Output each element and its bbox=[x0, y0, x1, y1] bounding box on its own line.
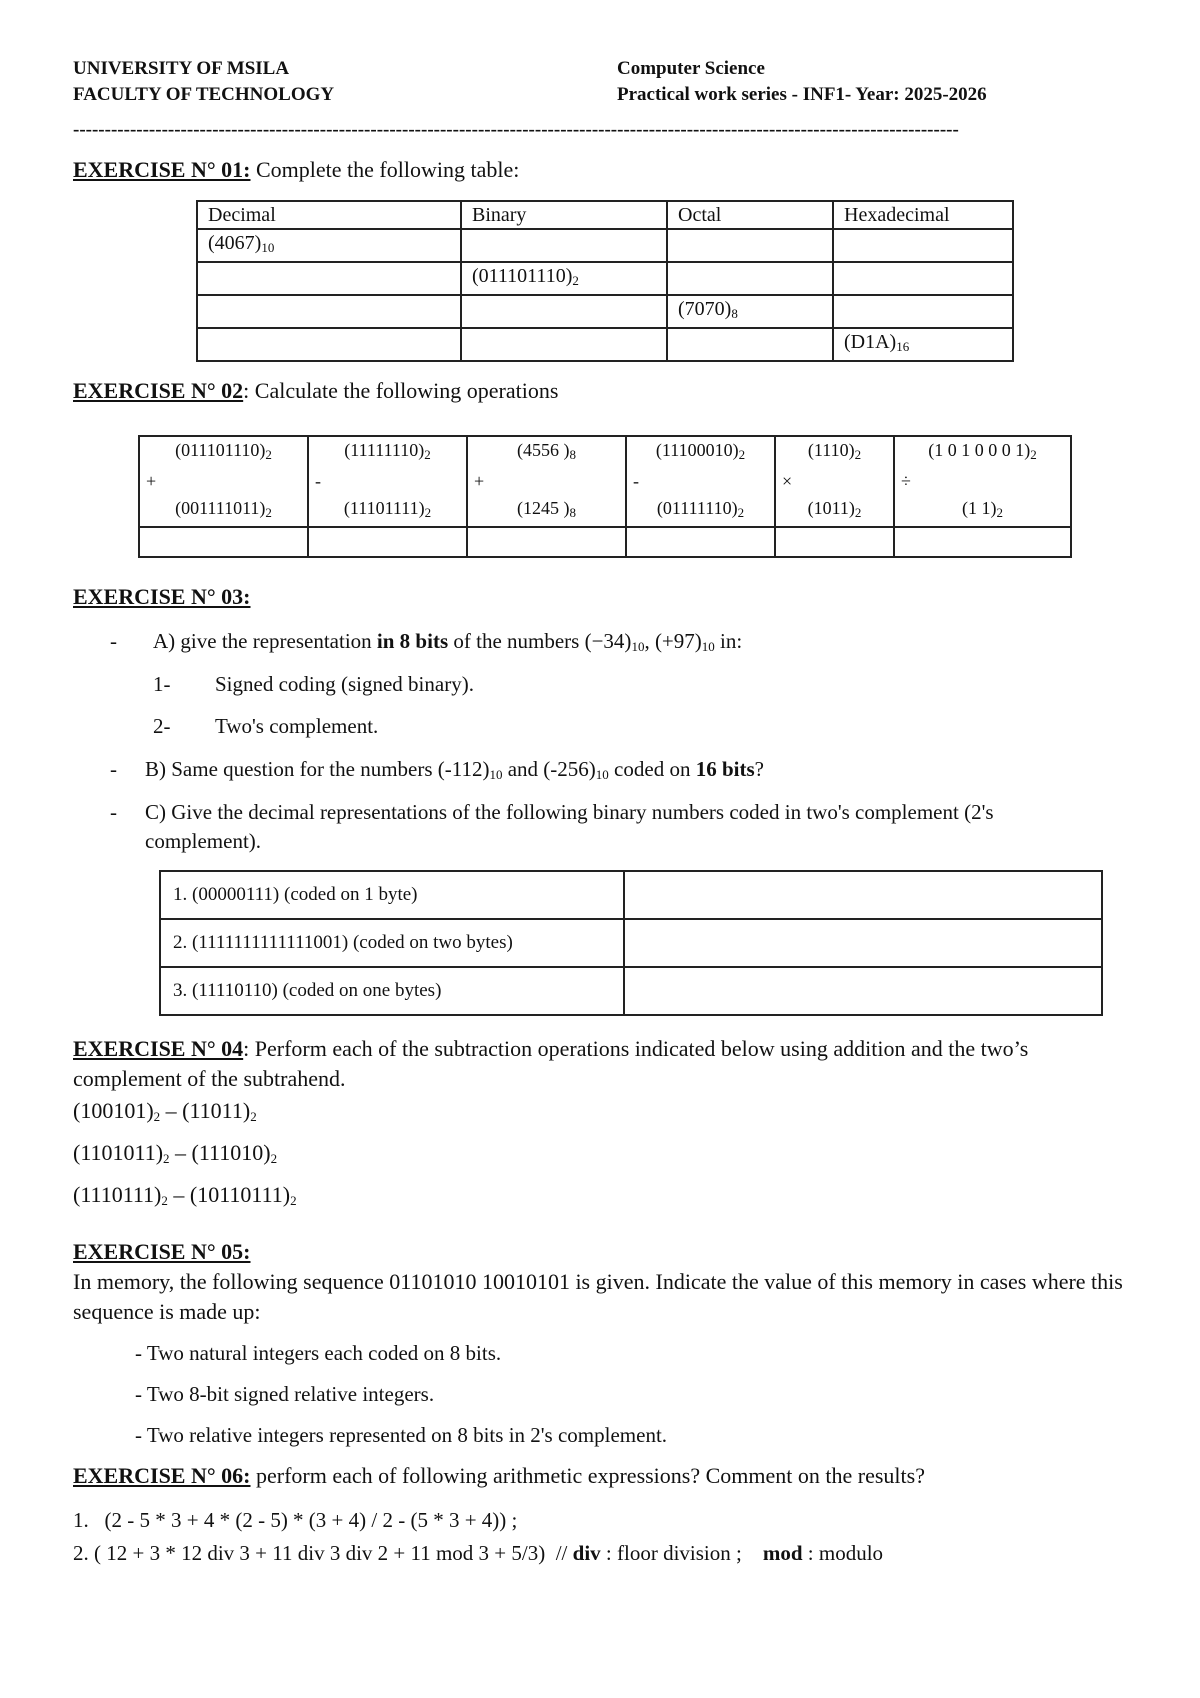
ex2-title: EXERCISE N° 02 bbox=[73, 378, 244, 403]
operation-cell: $(11111110)_2$ - $(11101111)_2$ bbox=[308, 436, 467, 527]
ex3-item-1: 1- Signed coding (signed binary). bbox=[153, 672, 474, 696]
octal-cell: $(7070)_8$ bbox=[667, 295, 833, 328]
result-cell bbox=[894, 527, 1071, 557]
answer-cell bbox=[624, 871, 1102, 919]
answer-cell bbox=[624, 967, 1102, 1015]
ex6-line-2: 2. ( 12 + 3 * 12 div 3 + 11 div 3 div 2 + 11 mod 3 + 5/3) // div : floor division ; mod : modulo bbox=[73, 1541, 884, 1565]
col-header-octal: Octal bbox=[667, 201, 833, 229]
result-cell bbox=[775, 527, 894, 557]
ex3-bullet-b: - bbox=[110, 757, 117, 781]
ex3-bullet-c: - bbox=[110, 800, 117, 824]
answer-cell bbox=[833, 295, 1013, 328]
hex-cell: $(D1A)_{16}$ bbox=[833, 328, 1013, 361]
ex3-part-c: C) Give the decimal representations of the following binary numbers coded in two's complement (2's complement). bbox=[145, 800, 994, 853]
ex4-line-3: $(1110111)_2 - (10110111)_2$ bbox=[73, 1182, 297, 1208]
answer-cell bbox=[197, 295, 461, 328]
ex4-line-1: $(100101)_2 - (11011)_2$ bbox=[73, 1098, 257, 1124]
col-header-hexadecimal: Hexadecimal bbox=[833, 201, 1013, 229]
operation-cell: (1 0 1 0 0 0 $1)_2$ ÷ (1 $1)_2$ bbox=[894, 436, 1071, 527]
answer-cell bbox=[667, 229, 833, 262]
result-cell bbox=[467, 527, 626, 557]
ex1-heading bbox=[73, 155, 519, 185]
ex3-bullet-a: - bbox=[110, 629, 117, 653]
ex1-title: EXERCISE N° 01: bbox=[73, 157, 251, 182]
ex4-title: EXERCISE N° 04 bbox=[73, 1036, 244, 1061]
answer-cell bbox=[833, 262, 1013, 295]
ex3-item-2: 2- Two's complement. bbox=[153, 714, 379, 738]
university-name: UNIVERSITY OF MSILA bbox=[73, 58, 290, 79]
ex3-part-b: B) Same question for the numbers $(-112)_{10}$ and $(-256)_{10}$ coded on 16 bits? bbox=[145, 757, 764, 782]
ex2-instruction: : Calculate the following operations bbox=[243, 378, 559, 403]
ex3-title: EXERCISE N° 03: bbox=[73, 584, 251, 609]
ex5-item-3: - Two relative integers represented on 8 bits in 2's complement. bbox=[135, 1423, 668, 1447]
series-title: Practical work series - INF1- Year: 2025-2026 bbox=[617, 84, 987, 105]
ex5-title: EXERCISE N° 05: bbox=[73, 1239, 251, 1264]
operation-cell: $(1110)_2$ × $(1011)_2$ bbox=[775, 436, 894, 527]
header-separator: -------------------------------------------------------------------------------------------------------------------------------------------- bbox=[73, 119, 959, 140]
binary-cell: $(011101110)_2$ bbox=[461, 262, 667, 295]
answer-cell bbox=[461, 328, 667, 361]
header-left bbox=[73, 56, 334, 108]
answer-cell bbox=[667, 328, 833, 361]
operation-cell: $(011101110)_2$ + $(001111011)_2$ bbox=[139, 436, 308, 527]
col-header-binary: Binary bbox=[461, 201, 667, 229]
ex4-heading bbox=[73, 1034, 1113, 1094]
ex1-instruction: Complete the following table: bbox=[250, 157, 520, 182]
answer-cell bbox=[461, 229, 667, 262]
ex3-heading bbox=[73, 582, 251, 612]
twos-complement-table bbox=[159, 870, 1103, 1016]
col-header-decimal: Decimal bbox=[197, 201, 461, 229]
answer-cell bbox=[197, 328, 461, 361]
ex4-instruction: : Perform each of the subtraction operations indicated below using addition and the two’s complement of the subtrahend. bbox=[73, 1036, 1029, 1091]
result-cell bbox=[139, 527, 308, 557]
answer-cell bbox=[667, 262, 833, 295]
operation-cell: $(11100010)_2$ - $(01111110)_2$ bbox=[626, 436, 775, 527]
result-cell bbox=[308, 527, 467, 557]
ex4-line-2: $(1101011)_2 - (111010)_2$ bbox=[73, 1140, 278, 1166]
ex6-heading bbox=[73, 1461, 925, 1491]
operations-table bbox=[138, 435, 1072, 558]
ex5-heading bbox=[73, 1237, 251, 1267]
ex2-heading bbox=[73, 376, 558, 406]
binary-number-cell: 3. (11110110) (coded on one bytes) bbox=[160, 967, 624, 1015]
conversion-table bbox=[196, 200, 1014, 362]
ex5-item-2: - Two 8-bit signed relative integers. bbox=[135, 1382, 435, 1406]
answer-cell bbox=[197, 262, 461, 295]
operation-cell: (4556 )$_8$ + (1245 )$_8$ bbox=[467, 436, 626, 527]
answer-cell bbox=[833, 229, 1013, 262]
header-right bbox=[617, 56, 987, 108]
ex5-text: In memory, the following sequence 01101010 10010101 is given. Indicate the value of this memory in cases where this sequence is made up: bbox=[73, 1269, 1123, 1324]
department-name: Computer Science bbox=[617, 58, 765, 79]
ex3-part-a: A) give the representation in 8 bits of the numbers $(-34)_{10}$, $(+97)_{10}$ in: bbox=[153, 629, 743, 654]
binary-number-cell: 2. (1111111111111001) (coded on two bytes) bbox=[160, 919, 624, 967]
ex5-item-1: - Two natural integers each coded on 8 bits. bbox=[135, 1341, 502, 1365]
result-cell bbox=[626, 527, 775, 557]
answer-cell bbox=[461, 295, 667, 328]
binary-number-cell: 1. (00000111) (coded on 1 byte) bbox=[160, 871, 624, 919]
answer-cell bbox=[624, 919, 1102, 967]
ex6-title: EXERCISE N° 06: bbox=[73, 1463, 251, 1488]
ex6-line-1: 1. (2 - 5 * 3 + 4 * (2 - 5) * (3 + 4) / 2 - (5 * 3 + 4)) ; bbox=[73, 1508, 518, 1532]
ex6-instruction: perform each of following arithmetic expressions? Comment on the results? bbox=[250, 1463, 925, 1488]
decimal-cell: $(4067)_{10}$ bbox=[197, 229, 461, 262]
faculty-name: FACULTY OF TECHNOLOGY bbox=[73, 84, 335, 105]
